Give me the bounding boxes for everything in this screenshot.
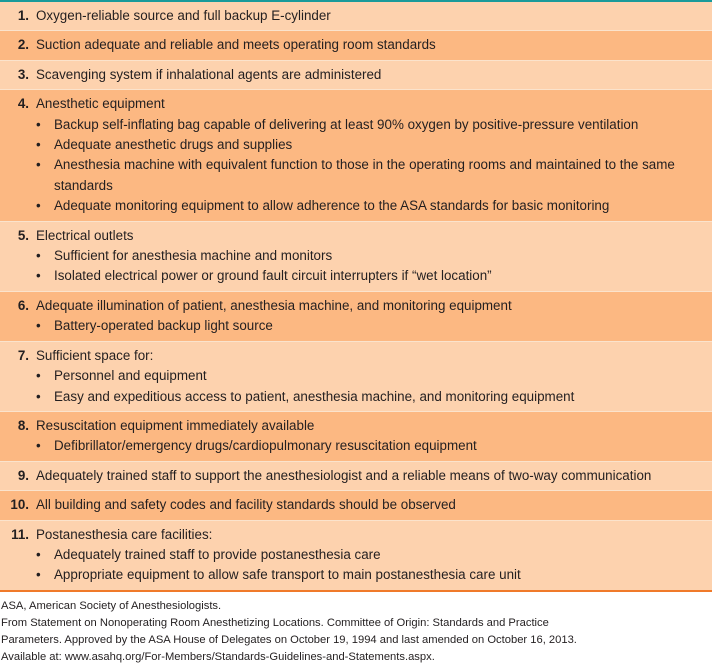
abbreviation-note: ASA, American Society of Anesthesiologists. <box>1 599 222 612</box>
table-row <box>0 491 712 520</box>
item-number: 7. <box>17 347 29 363</box>
bullet-icon: • <box>36 318 41 334</box>
sub-item-text: Appropriate equipment to allow safe transport to main postanesthesia care unit <box>54 567 521 583</box>
item-text: Adequately trained staff to support the anesthesiologist and a reliable means of two-way communication <box>36 467 652 483</box>
bullet-icon: • <box>36 157 41 173</box>
sub-item-text: Adequate monitoring equipment to allow adherence to the ASA standards for basic monitoring <box>54 198 610 214</box>
sub-item <box>36 387 704 407</box>
item-text: All building and safety codes and facility standards should be observed <box>36 497 456 513</box>
item-text: Sufficient space for: <box>36 347 154 363</box>
sub-item-text: Personnel and equipment <box>54 368 207 384</box>
table-row <box>0 342 712 412</box>
sub-item <box>36 565 704 585</box>
item-number: 8. <box>17 417 29 433</box>
item-number: 3. <box>17 66 29 82</box>
bullet-icon: • <box>36 388 41 404</box>
sub-item <box>36 366 704 386</box>
item-text: Oxygen-reliable source and full backup E-cylinder <box>36 8 331 23</box>
table-row <box>0 462 712 491</box>
item-number: 6. <box>17 297 29 313</box>
item-number: 4. <box>17 96 29 112</box>
item-number: 10. <box>10 497 29 513</box>
item-text: Suction adequate and reliable and meets operating room standards <box>36 37 436 53</box>
item-text: Postanesthesia care facilities: <box>36 526 213 542</box>
sub-item-text: Isolated electrical power or ground fault circuit interrupters if “wet location” <box>54 268 492 284</box>
table-row <box>0 292 712 342</box>
table-row <box>0 222 712 292</box>
sub-item-text: Anesthesia machine with equivalent function to those in the operating rooms and maintained to the same standards <box>54 157 675 193</box>
table-row <box>0 521 712 590</box>
item-number: 9. <box>17 467 29 483</box>
item-number: 1. <box>17 8 29 23</box>
bullet-icon: • <box>36 268 41 284</box>
item-number: 11. <box>11 526 29 542</box>
sub-item <box>36 115 704 135</box>
item-text: Electrical outlets <box>36 227 134 243</box>
bullet-icon: • <box>36 248 41 264</box>
sub-item <box>36 436 704 456</box>
item-text: Scavenging system if inhalational agents are administered <box>36 66 382 82</box>
item-text: Adequate illumination of patient, anesthesia machine, and monitoring equipment <box>36 297 512 313</box>
table-row <box>0 61 712 90</box>
item-text: Anesthetic equipment <box>36 96 165 112</box>
sub-item <box>36 545 704 565</box>
table-row <box>0 90 712 221</box>
bullet-icon: • <box>36 567 41 583</box>
sub-item <box>36 196 704 216</box>
sub-item-text: Adequately trained staff to provide postanesthesia care <box>54 546 381 562</box>
item-number: 2. <box>17 37 29 53</box>
table-row <box>0 412 712 462</box>
bullet-icon: • <box>36 116 41 132</box>
sub-item-text: Backup self-inflating bag capable of delivering at least 90% oxygen by positive-pressure ventilation <box>54 116 639 132</box>
sub-item <box>36 246 704 266</box>
sub-item-text: Defibrillator/emergency drugs/cardiopulmonary resuscitation equipment <box>54 438 477 454</box>
sub-item-text: Sufficient for anesthesia machine and monitors <box>54 248 333 264</box>
sub-item-text: Easy and expeditious access to patient, anesthesia machine, and monitoring equipment <box>54 388 575 404</box>
table-row <box>0 2 712 31</box>
sub-item-text: Adequate anesthetic drugs and supplies <box>54 137 293 153</box>
bullet-icon: • <box>36 198 41 214</box>
sub-item <box>36 266 704 286</box>
bullet-icon: • <box>36 368 41 384</box>
sub-item <box>36 316 704 336</box>
sub-item <box>36 155 704 196</box>
sub-item <box>36 135 704 155</box>
item-text: Resuscitation equipment immediately available <box>36 417 315 433</box>
table-row <box>0 31 712 60</box>
item-number: 5. <box>17 227 29 243</box>
source-note: From Statement on Nonoperating Room Anesthetizing Locations. Committee of Origin: Standards and Practice Parameters. Approved by the ASA House of Delegates on October 19, 1994 and last amended on October 16, 2013. Available at: www.asahq.org/For-Members/Standards-Guidelines-and-Statements.aspx. <box>1 616 577 663</box>
bullet-icon: • <box>36 438 41 454</box>
table-notes <box>0 592 712 666</box>
bullet-icon: • <box>36 137 41 153</box>
bullet-icon: • <box>36 546 41 562</box>
sub-item-text: Battery-operated backup light source <box>54 318 273 334</box>
